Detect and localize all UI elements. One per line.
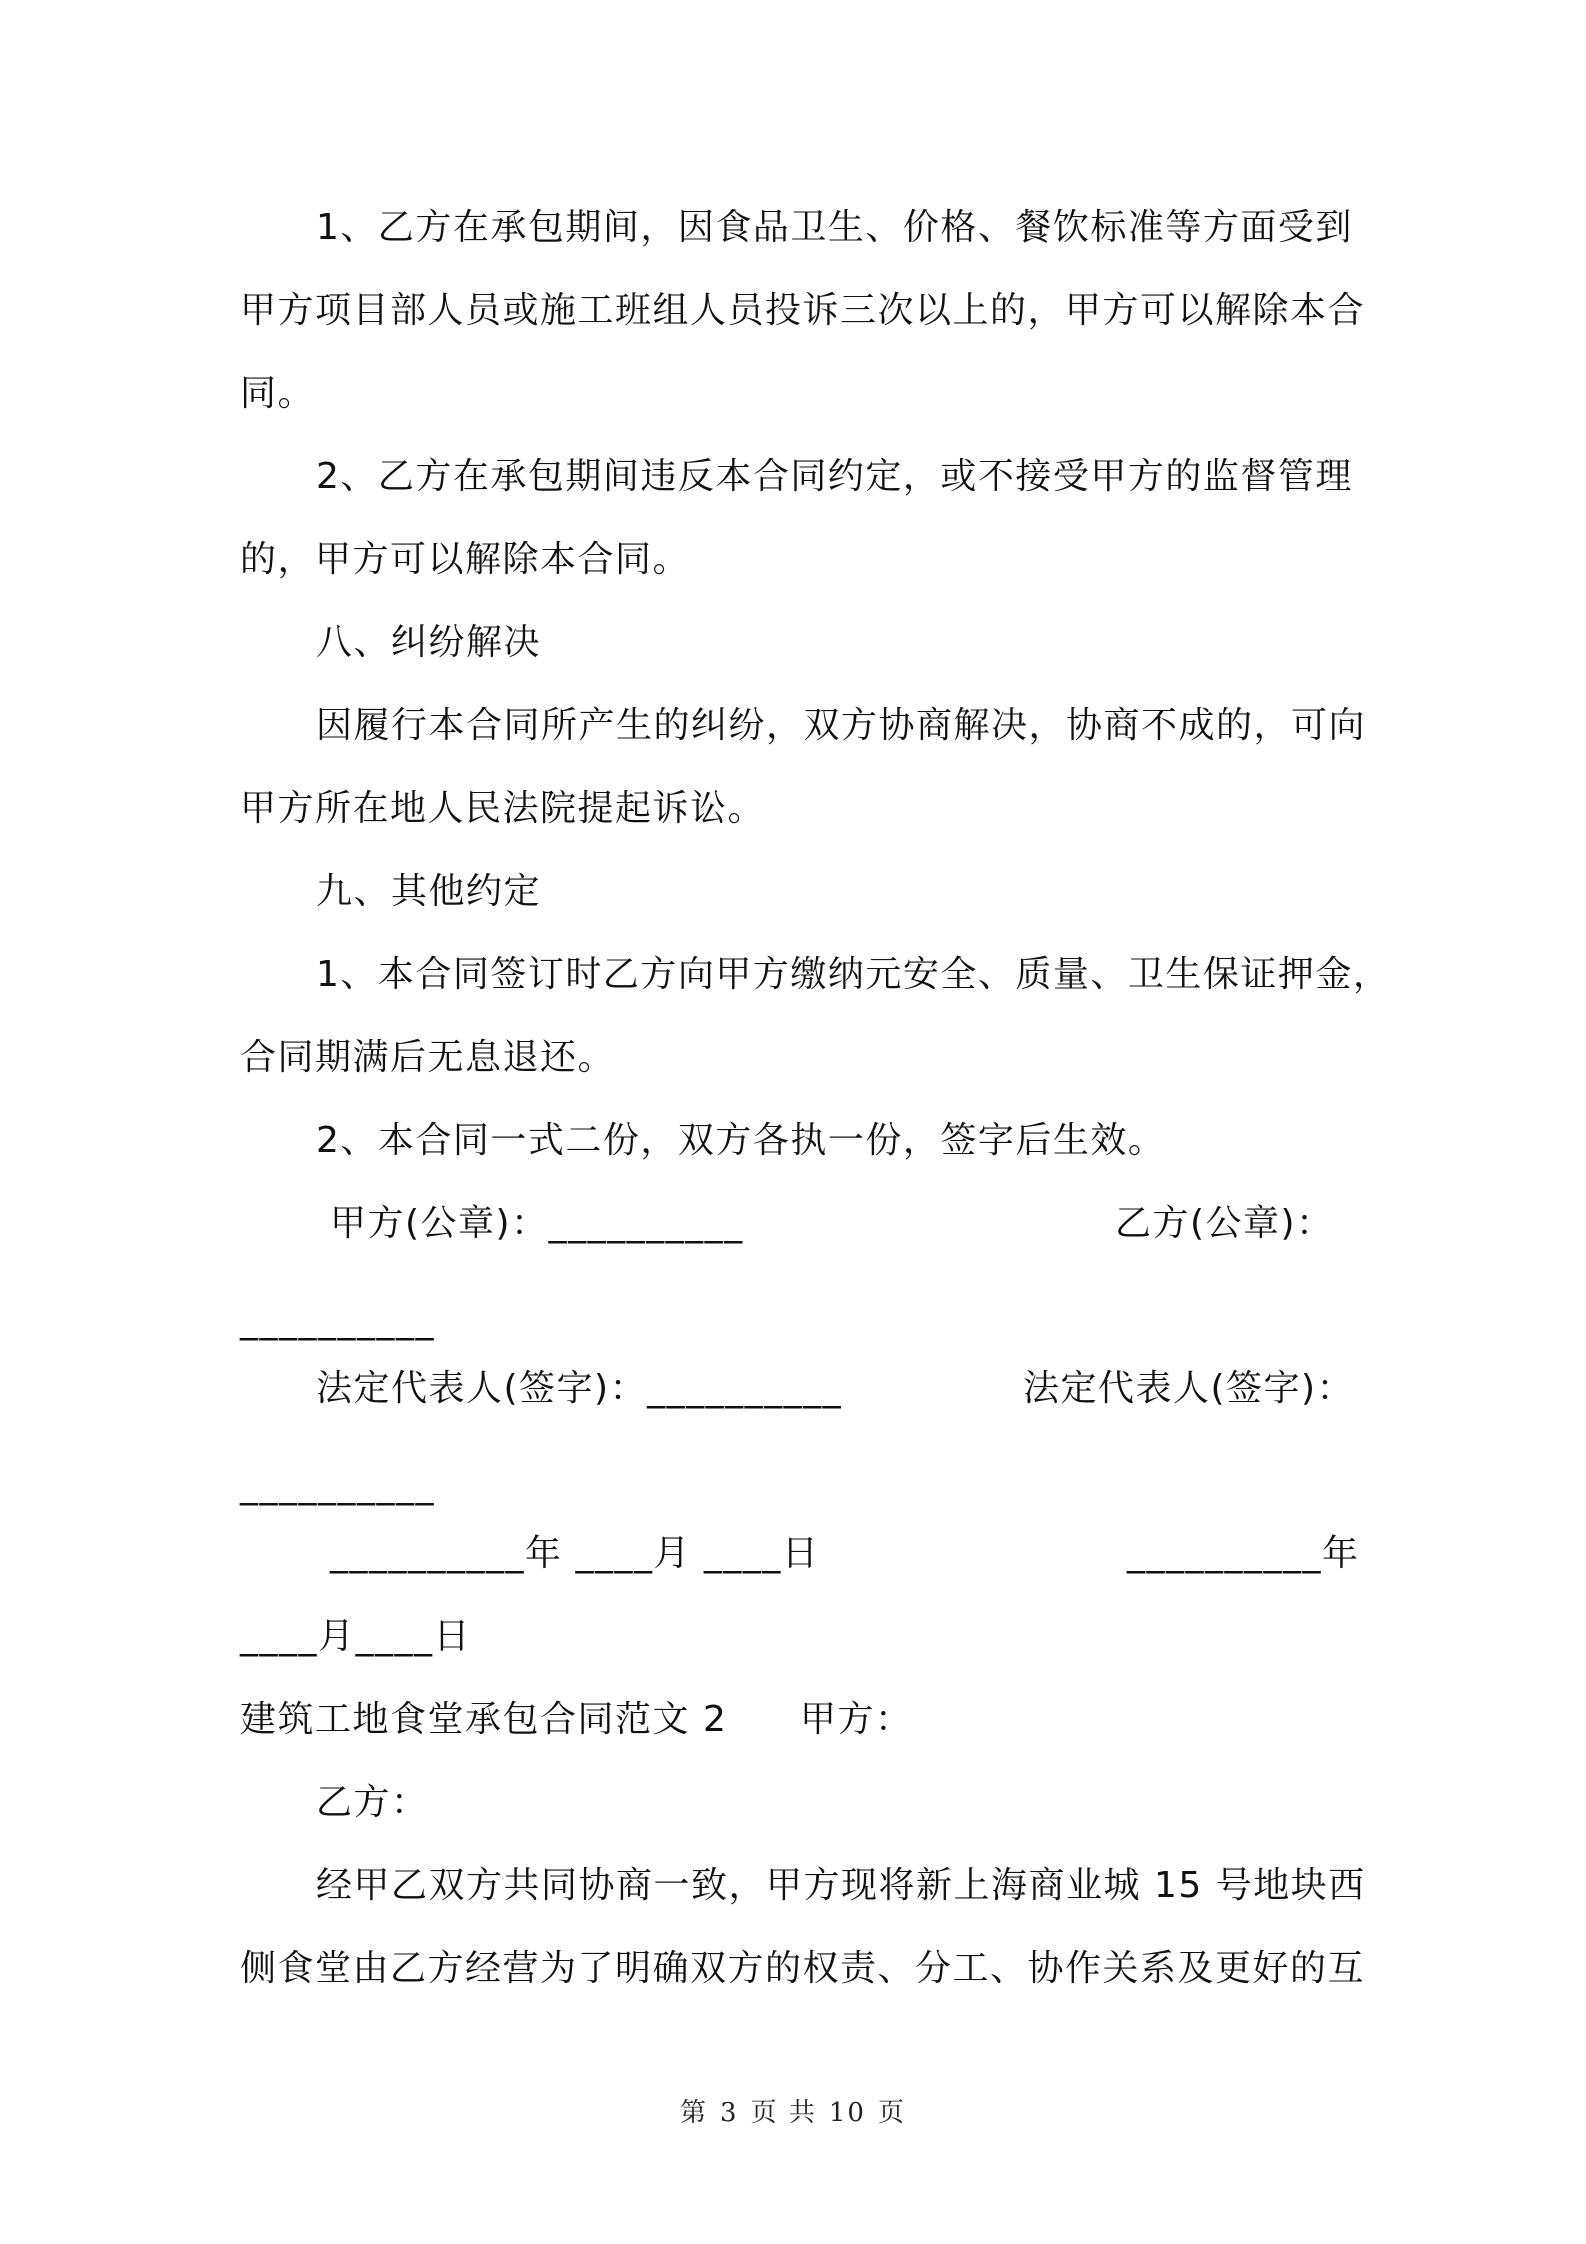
second-contract-para-line-1: 经甲乙双方共同协商一致，甲方现将新上海商业城 15 号地块西: [316, 1865, 1366, 1906]
clause-7-1-line-2: 甲方项目部人员或施工班组人员投诉三次以上的，甲方可以解除本合: [240, 290, 1366, 331]
section-8-line-1: 因履行本合同所产生的纠纷，双方协商解决，协商不成的，可向: [316, 705, 1367, 746]
second-contract-title: 建筑工地食堂承包合同范文 2: [240, 1699, 728, 1740]
party-b-date: __________年: [1127, 1533, 1360, 1574]
section-8-heading: 八、纠纷解决: [316, 622, 542, 663]
party-a-date: __________年 ____月 ____日: [330, 1533, 820, 1574]
footer-total-pages: 10: [828, 2098, 866, 2128]
clause-9-1-line-2: 合同期满后无息退还。: [240, 1037, 616, 1078]
second-contract-party-a: 甲方：: [800, 1699, 913, 1740]
signature-blank-1: __________: [240, 1300, 435, 1341]
clause-7-2-line-2: 的，甲方可以解除本合同。: [240, 539, 691, 580]
party-a-seal: 甲方(公章)：__________: [330, 1203, 744, 1244]
section-8-line-2: 甲方所在地人民法院提起诉讼。: [240, 788, 766, 829]
footer-suffix: 页: [877, 2098, 906, 2128]
party-b-seal: 乙方(公章)：: [1115, 1203, 1334, 1244]
clause-7-2-line-1: 2、乙方在承包期间违反本合同约定，或不接受甲方的监督管理: [316, 456, 1353, 497]
second-contract-para-line-2: 侧食堂由乙方经营为了明确双方的权责、分工、协作关系及更好的互: [240, 1948, 1366, 1989]
footer-page-number: 3: [720, 2098, 739, 2128]
party-a-representative: 法定代表人(签字)：__________: [316, 1368, 843, 1409]
clause-7-1-line-1: 1、乙方在承包期间，因食品卫生、价格、餐饮标准等方面受到: [316, 207, 1353, 248]
party-b-representative: 法定代表人(签字)：: [1023, 1368, 1355, 1409]
footer-middle: 页 共: [750, 2098, 817, 2128]
clause-9-1-line-1: 1、本合同签订时乙方向甲方缴纳元安全、质量、卫生保证押金，: [316, 954, 1391, 995]
party-b-date-continued: ____月____日: [240, 1616, 472, 1657]
page-footer: [0, 2092, 1586, 2129]
second-contract-party-b: 乙方：: [316, 1782, 429, 1823]
clause-7-1-line-3: 同。: [240, 373, 316, 414]
footer-prefix: 第: [680, 2098, 709, 2128]
clause-9-2: 2、本合同一式二份，双方各执一份，签字后生效。: [316, 1120, 1166, 1161]
signature-blank-2: __________: [240, 1465, 435, 1506]
section-9-heading: 九、其他约定: [316, 871, 542, 912]
